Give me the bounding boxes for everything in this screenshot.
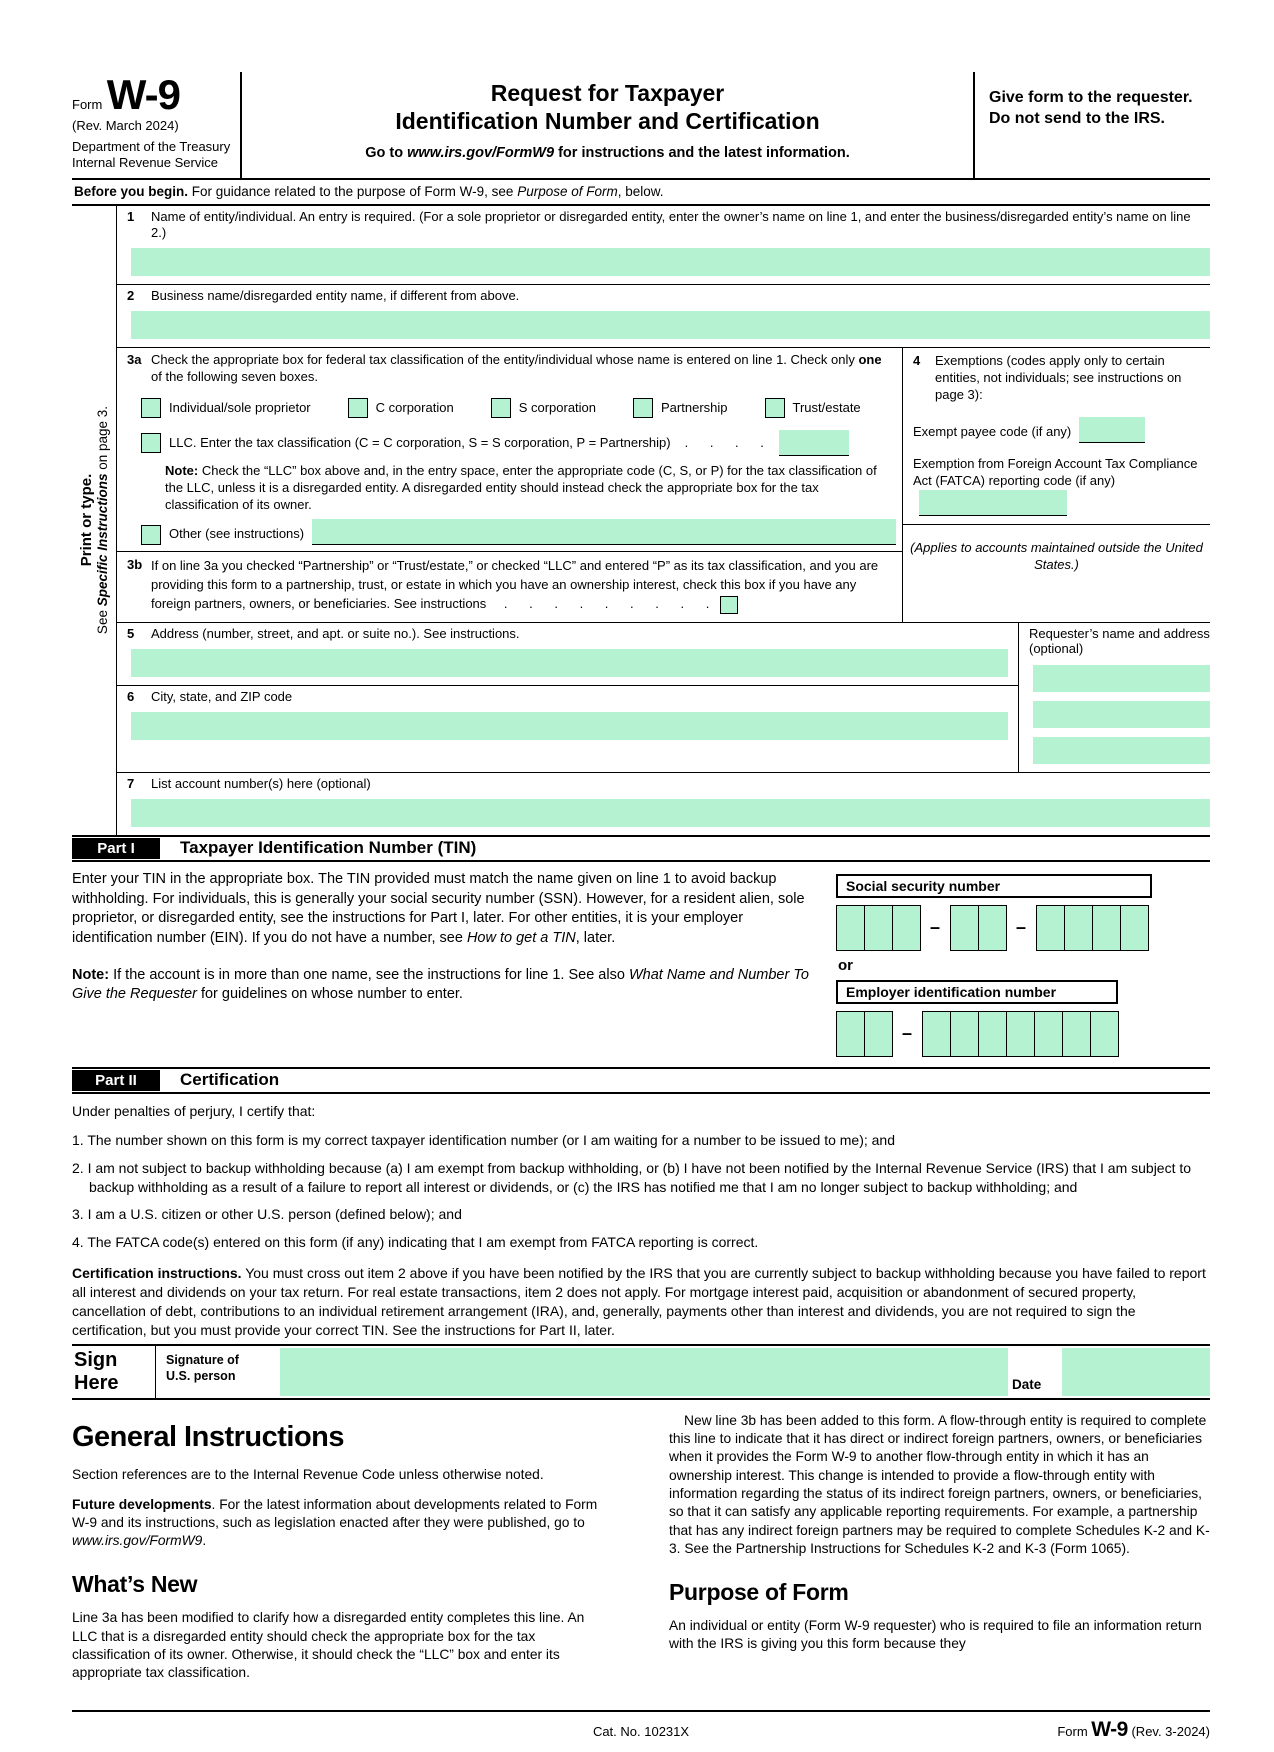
ssn-digit-box[interactable] <box>864 905 893 951</box>
ein-dash: – <box>901 1023 912 1044</box>
checkbox-trust-estate[interactable] <box>765 398 785 418</box>
catalog-number: Cat. No. 10231X <box>592 1723 690 1739</box>
part2-header <box>72 1067 1210 1094</box>
part1-note-mid: If the account is in more than one name, see the instructions for line 1. See also <box>109 966 629 983</box>
whats-new-heading: What’s New <box>72 1570 198 1597</box>
part2-body <box>72 1094 1210 1344</box>
certification-instructions-bold: Certification instructions. <box>72 1265 242 1282</box>
line3a-label-bold: one <box>858 352 882 368</box>
form-revision: (Rev. March 2024) <box>72 118 179 133</box>
sidebar-page3: on page 3. <box>95 406 110 474</box>
footer-form-number: W-9 <box>1091 1717 1128 1741</box>
fatca-code-input[interactable] <box>919 490 1067 516</box>
checkbox-foreign-partners[interactable] <box>720 596 738 614</box>
line6-label: City, state, and ZIP code <box>151 688 293 704</box>
line5-section <box>117 623 1018 686</box>
sidebar-specific-instructions: Specific Instructions <box>95 473 110 607</box>
line1-label: Name of entity/individual. An entry is required. (For a sole proprietor or disregarded entity, enter the owner’s name on line 1, and enter the business/disregarded entity’s name on line 2.) <box>151 208 1191 241</box>
footer-form-word: Form <box>1057 1723 1092 1739</box>
before-you-begin <box>72 180 1210 206</box>
part1-p1-post: , later. <box>575 930 616 946</box>
name-input[interactable] <box>131 248 1210 276</box>
line6-number: 6 <box>127 688 135 704</box>
line2-number: 2 <box>127 288 135 304</box>
line5-6-row <box>117 623 1210 773</box>
box4-label: Exemptions (codes apply only to certain entities, not individuals; see instructions on page 3): <box>935 353 1182 402</box>
ein-digit-box[interactable] <box>1034 1011 1063 1057</box>
future-developments-url: www.irs.gov/FormW9 <box>72 1533 203 1549</box>
before-italic: Purpose of Form <box>517 183 618 199</box>
part1-label: Part I <box>72 838 160 859</box>
dept-treasury: Department of the Treasury <box>72 139 231 154</box>
fatca-label: Exemption from Foreign Account Tax Compliance Act (FATCA) reporting code (if any) <box>913 455 1198 489</box>
form-number: W-9 <box>106 71 180 118</box>
ein-label: Employer identification number <box>836 980 1118 1004</box>
checkbox-individual-label: Individual/sole proprietor <box>169 400 311 416</box>
other-label: Other (see instructions) <box>169 526 305 542</box>
page-title-line2: Identification Number and Certification <box>395 107 820 134</box>
date-label: Date <box>1012 1376 1042 1392</box>
page-footer <box>72 1710 1210 1752</box>
certification-instructions-text: You must cross out item 2 above if you have been notified by the IRS that you are currently subject to backup withholding because you have failed to report all interest and dividends on your tax return. For real estate transactions, item 2 does not apply. For mortgage interest paid, acquisition or abandonment of secured property, cancellation of debt, contributions to an individual retirement arrangement (IRA), and, generally, payments other than interest and dividends, you are not required to sign the certification, but you must provide your correct TIN. See the instructions for Part II, later. <box>72 1265 1206 1338</box>
goto-url: www.irs.gov/FormW9 <box>407 145 555 162</box>
before-post: , below. <box>617 183 664 199</box>
part1-p1-italic: How to get a TIN <box>466 930 576 946</box>
llc-classification-input[interactable] <box>779 430 849 456</box>
line2-row <box>117 285 1210 348</box>
checkbox-other[interactable] <box>141 525 161 545</box>
ssn-digit-box[interactable] <box>1064 905 1093 951</box>
line7-label: List account number(s) here (optional) <box>151 775 371 791</box>
part1-title: Taxpayer Identification Number (TIN) <box>180 838 477 858</box>
dept-irs: Internal Revenue Service <box>72 155 218 171</box>
business-name-input[interactable] <box>131 311 1210 339</box>
sign-here-row <box>72 1344 1210 1400</box>
footer-form-reference <box>1057 1718 1210 1742</box>
new-line-3b-paragraph: New line 3b has been added to this form. A flow-through entity is required to complete this line to indicate that it has direct or indirect foreign partners, owners, or beneficiaries when it provides the Form W-9 to another flow-through entity in which it has an ownership interest. This change is intended to provide a flow-through entity with information regarding the status of its indirect foreign partners, owners, or beneficiaries, so that it can satisfy any applicable reporting requirements. For example, a partnership that has any indirect foreign partners may be required to complete Schedules K-2 and K-3. See the Partnership Instructions for Schedules K-2 and K-3 (Form 1065). <box>669 1412 1210 1557</box>
line1-number: 1 <box>127 208 135 224</box>
llc-note-bold: Note: <box>165 462 199 478</box>
checkbox-c-corporation[interactable] <box>348 398 368 418</box>
signature-input[interactable] <box>280 1348 1008 1396</box>
or-label: or <box>838 956 853 974</box>
part1-note-bold: Note: <box>72 966 110 983</box>
certification-instructions <box>72 1264 1210 1340</box>
requester-box <box>1018 623 1210 772</box>
ein-digit-box[interactable] <box>1062 1011 1091 1057</box>
date-input[interactable] <box>1062 1348 1210 1396</box>
ssn-digit-box[interactable] <box>950 905 979 951</box>
ssn-dash: – <box>1015 917 1026 938</box>
part1-p1: Enter your TIN in the appropriate box. The TIN provided must match the name given on line 1 to avoid backup withholding. For individuals, this is generally your social security number (SSN). However, for a resident alien, sole proprietor, or disregarded entity, see the instructions for Part I, later. For other entities, it is your employer identification number (EIN). If you do not have a number, see <box>72 870 805 946</box>
address-input[interactable] <box>131 649 1008 677</box>
llc-note-text: Check the “LLC” box above and, in the entry space, enter the appropriate code (C, S, or P) for the tax classification of the LLC, unless it is a disregarded entity. A disregarded entity should instead check the appropriate box for the tax classification of its owner. <box>165 462 877 513</box>
ssn-digit-box[interactable] <box>836 905 865 951</box>
line7-number: 7 <box>127 775 135 791</box>
ein-digit-box[interactable] <box>922 1011 951 1057</box>
sign-word: Sign <box>74 1348 118 1371</box>
ein-digit-box[interactable] <box>836 1011 865 1057</box>
ein-digit-box[interactable] <box>978 1011 1007 1057</box>
general-instructions-heading: General Instructions <box>72 1420 345 1453</box>
line5-number: 5 <box>127 625 135 641</box>
certification-item-1: 1. The number shown on this form is my correct taxpayer identification number (or I am waiting for a number to be issued to me); and <box>72 1131 896 1148</box>
checkbox-c-corporation-label: C corporation <box>375 400 454 416</box>
llc-dot-leader: . . . . <box>684 435 765 451</box>
instructions-left-column <box>72 1412 613 1694</box>
future-developments-text: . For the latest information about developments related to Form W-9 and its instructions, such as legislation enacted after they were published, go to <box>72 1496 598 1530</box>
requester-input-3[interactable] <box>1033 737 1210 764</box>
requester-label: Requester’s name and address (optional) <box>1029 625 1210 656</box>
sidebar-see: See <box>95 606 110 635</box>
instructions-p2 <box>72 1496 613 1551</box>
city-state-zip-input[interactable] <box>131 712 1008 740</box>
form-word: Form <box>72 97 103 112</box>
exempt-payee-code-input[interactable] <box>1079 417 1145 443</box>
give-form-note: Give form to the requester. Do not send to the IRS. <box>973 72 1210 178</box>
footer-revision: (Rev. 3-2024) <box>1127 1723 1210 1739</box>
ssn-digit-box[interactable] <box>1092 905 1121 951</box>
ein-digit-box[interactable] <box>864 1011 893 1057</box>
before-mid: For guidance related to the purpose of Form W-9, see <box>188 183 518 199</box>
line3b-number: 3b <box>127 557 143 573</box>
ein-boxes <box>836 1011 1210 1057</box>
ssn-digit-box[interactable] <box>978 905 1007 951</box>
certification-item-3: 3. I am a U.S. citizen or other U.S. person (defined below); and <box>72 1206 462 1223</box>
here-word: Here <box>74 1371 119 1394</box>
box4-number: 4 <box>913 353 921 369</box>
ssn-digit-box[interactable] <box>1120 905 1149 951</box>
form-title-block <box>242 72 973 178</box>
checkbox-s-corporation-label: S corporation <box>518 400 597 416</box>
line5-label: Address (number, street, and apt. or suite no.). See instructions. <box>151 625 520 641</box>
goto-pre: Go to <box>365 145 408 162</box>
ssn-digit-box[interactable] <box>1036 905 1065 951</box>
print-or-type-sidebar <box>72 206 116 835</box>
line1-row <box>117 206 1210 286</box>
certification-intro: Under penalties of perjury, I certify that: <box>72 1102 316 1119</box>
certification-item-2: 2. I am not subject to backup withholding because (a) I am exempt from backup withholding, or (b) I have not been notified by the Internal Revenue Service (IRS) that I am subject to backup withholding as a result of a failure to report all interest or dividends, or (c) the IRS has notified me that I am no longer subject to backup withholding; and <box>72 1159 1192 1195</box>
checkbox-partnership[interactable] <box>633 398 653 418</box>
part1-paragraph <box>72 870 822 949</box>
sidebar-line1: Print or type. <box>78 473 95 567</box>
ein-digit-box[interactable] <box>1006 1011 1035 1057</box>
purpose-of-form-p1: An individual or entity (Form W-9 requester) who is required to file an information return with the IRS is giving you this form because they <box>669 1618 1202 1652</box>
account-numbers-input[interactable] <box>131 799 1210 827</box>
line7-row <box>117 773 1210 835</box>
signature-of-label <box>156 1346 274 1398</box>
signature-of-line1: Signature of <box>166 1352 239 1367</box>
checkbox-trust-estate-label: Trust/estate <box>792 400 861 416</box>
checkbox-s-corporation[interactable] <box>491 398 511 418</box>
line3b-dot-leader: . . . . . . . . . <box>503 596 711 612</box>
line6-section <box>117 686 1018 748</box>
part1-body <box>72 862 1210 1067</box>
goto-post: for instructions and the latest information. <box>554 145 850 162</box>
checkbox-partnership-label: Partnership <box>661 400 728 416</box>
form-header <box>72 72 1210 180</box>
checkbox-individual[interactable] <box>141 398 161 418</box>
ein-digit-box[interactable] <box>1090 1011 1119 1057</box>
part1-header <box>72 835 1210 862</box>
line3b-label: If on line 3a you checked “Partnership” or “Trust/estate,” or checked “LLC” and entered “P” as its tax classification, and you are providing this form to a partnership, trust, or estate in which you have an ownership interest, check this box if you have any foreign partners, owners, or beneficiaries. See instructions <box>151 558 879 612</box>
purpose-of-form-heading: Purpose of Form <box>669 1578 849 1605</box>
other-input[interactable] <box>312 519 896 545</box>
ssn-digit-box[interactable] <box>892 905 921 951</box>
exemptions-box <box>902 348 1210 622</box>
requester-input-1[interactable] <box>1033 665 1210 692</box>
ssn-dash: – <box>929 917 940 938</box>
future-developments-bold: Future developments <box>72 1496 212 1512</box>
future-developments-post: . <box>202 1533 207 1549</box>
ssn-boxes <box>836 905 1210 951</box>
part1-note-post: for guidelines on whose number to enter. <box>196 986 463 1003</box>
general-instructions <box>72 1412 1210 1694</box>
form-id-block <box>72 72 242 178</box>
line3a-label-pre: Check the appropriate box for federal tax classification of the entity/individual whose name is entered on line 1. Check only <box>151 352 859 368</box>
part1-note-italic: What Name and Number To Give the Requester <box>72 966 809 1003</box>
tin-entry-block <box>836 870 1210 1057</box>
line3a-label-post: of the following seven boxes. <box>151 369 318 385</box>
certification-item-4: 4. The FATCA code(s) entered on this form (if any) indicating that I am exempt from FATCA reporting is correct. <box>72 1234 759 1251</box>
whats-new-p1: Line 3a has been modified to clarify how a disregarded entity completes this line. An LLC that is a disregarded entity should check the appropriate box for the tax classification of its owner. Otherwise, it should check the “LLC” box and enter its appropriate tax classification. <box>72 1610 585 1681</box>
checkbox-llc[interactable] <box>141 433 161 453</box>
part1-note <box>72 966 822 1005</box>
page-title-line1: Request for Taxpayer <box>490 80 725 106</box>
instructions-right-column <box>669 1412 1210 1694</box>
ein-digit-box[interactable] <box>950 1011 979 1057</box>
exempt-payee-label: Exempt payee code (if any) <box>913 423 1072 439</box>
sign-here-label <box>72 1346 156 1398</box>
line2-label: Business name/disregarded entity name, if different from above. <box>151 288 520 304</box>
ssn-label: Social security number <box>836 874 1152 898</box>
instructions-p1: Section references are to the Internal Revenue Code unless otherwise noted. <box>72 1467 544 1483</box>
part2-title: Certification <box>180 1070 280 1090</box>
line3-row <box>117 348 1210 623</box>
llc-label: LLC. Enter the tax classification (C = C corporation, S = S corporation, P = Partnership) <box>169 435 671 451</box>
before-bold: Before you begin. <box>74 183 189 199</box>
applies-note: (Applies to accounts maintained outside the United States.) <box>903 524 1210 584</box>
requester-input-2[interactable] <box>1033 701 1210 728</box>
form-body <box>72 206 1210 835</box>
line3a-section <box>117 348 902 552</box>
part2-label: Part II <box>72 1070 160 1091</box>
signature-of-line2: U.S. person <box>166 1369 236 1383</box>
line3a-number: 3a <box>127 352 142 368</box>
line3b-section <box>117 552 902 622</box>
